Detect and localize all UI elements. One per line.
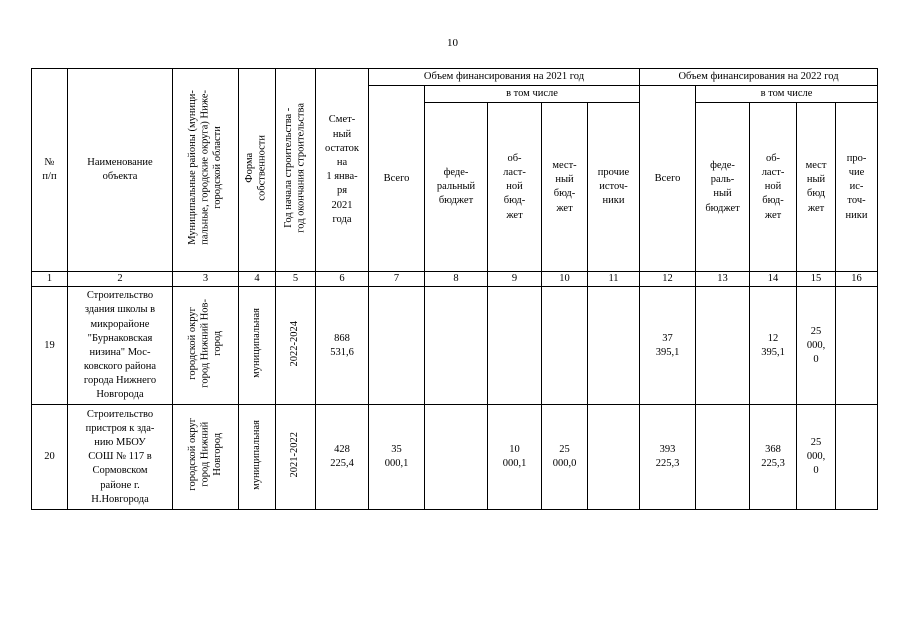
table-row — [32, 405, 878, 510]
header-municipality: Муниципальные районы (муници- пальные, городские округа) Ниже- городской области — [186, 90, 223, 245]
row-other-2022 — [836, 287, 878, 405]
row-total-2021: 35 000,1 — [369, 405, 425, 510]
row-num: 20 — [32, 405, 68, 510]
header-total-2021: Всего — [369, 86, 425, 272]
header-remainder: Смет- ный остаток на 1 янва- ря 2021 года — [316, 69, 369, 272]
row-years-cell — [276, 405, 316, 510]
financing-table — [31, 68, 878, 510]
column-number: 12 — [640, 272, 696, 287]
header-local-2022: мест ный бюд жет — [797, 103, 836, 272]
row-years: 2021-2022 — [289, 432, 301, 478]
column-number: 1 — [32, 272, 68, 287]
row-total-2022: 393 225,3 — [640, 405, 696, 510]
header-group-2022: Объем финансирования на 2022 год — [640, 69, 878, 86]
column-number: 10 — [542, 272, 588, 287]
column-number-row — [32, 272, 878, 287]
row-other-2022 — [836, 405, 878, 510]
header-row-1 — [32, 69, 878, 86]
row-municipality: городской округ город Нижний Нов- город — [186, 298, 223, 388]
column-number: 13 — [696, 272, 750, 287]
header-group-2021: Объем финансирования на 2021 год — [369, 69, 640, 86]
header-ownership-cell — [239, 69, 276, 272]
row-total-2021 — [369, 287, 425, 405]
row-ownership-cell — [239, 287, 276, 405]
header-federal-2022: феде- раль- ный бюджет — [696, 103, 750, 272]
row-federal-2022 — [696, 405, 750, 510]
row-remainder: 428 225,4 — [316, 405, 369, 510]
row-local-2021 — [542, 287, 588, 405]
row-federal-2021 — [425, 287, 488, 405]
column-number: 7 — [369, 272, 425, 287]
row-federal-2022 — [696, 287, 750, 405]
header-other-2022: про- чие ис- точ- ники — [836, 103, 878, 272]
header-federal-2021: феде- ральный бюджет — [425, 103, 488, 272]
header-incl-2022: в том числе — [696, 86, 878, 103]
row-regional-2022: 368 225,3 — [750, 405, 797, 510]
page-number: 10 — [447, 37, 458, 49]
row-regional-2021: 10 000,1 — [488, 405, 542, 510]
column-number: 2 — [68, 272, 173, 287]
row-regional-2022: 12 395,1 — [750, 287, 797, 405]
header-local-2021: мест- ный бюд- жет — [542, 103, 588, 272]
row-total-2022: 37 395,1 — [640, 287, 696, 405]
row-name: Строительство пристроя к зда- нию МБОУ СОШ № 117 в Сормовском районе г. Н.Новгорода — [68, 405, 173, 510]
header-num: № п/п — [32, 69, 68, 272]
column-number: 3 — [173, 272, 239, 287]
header-incl-2021: в том числе — [425, 86, 640, 103]
header-ownership: Форма собственности — [244, 134, 268, 201]
header-name: Наименование объекта — [68, 69, 173, 272]
row-local-2021: 25 000,0 — [542, 405, 588, 510]
header-years: Год начала строительства - год окончания строительства — [282, 102, 307, 233]
row-local-2022: 25 000, 0 — [797, 405, 836, 510]
row-federal-2021 — [425, 405, 488, 510]
column-number: 4 — [239, 272, 276, 287]
header-regional-2021: об- ласт- ной бюд- жет — [488, 103, 542, 272]
header-total-2022: Всего — [640, 86, 696, 272]
row-ownership-cell — [239, 405, 276, 510]
row-local-2022: 25 000, 0 — [797, 287, 836, 405]
column-number: 15 — [797, 272, 836, 287]
row-municipality-cell — [173, 405, 239, 510]
column-number: 16 — [836, 272, 878, 287]
row-other-2021 — [588, 405, 640, 510]
column-number: 14 — [750, 272, 797, 287]
row-other-2021 — [588, 287, 640, 405]
row-num: 19 — [32, 287, 68, 405]
row-municipality-cell — [173, 287, 239, 405]
table-row — [32, 287, 878, 405]
column-number: 8 — [425, 272, 488, 287]
row-ownership: муниципальная — [250, 419, 262, 490]
header-municipality-cell — [173, 69, 239, 272]
row-ownership: муниципальная — [250, 308, 262, 379]
header-other-2021: прочие источ- ники — [588, 103, 640, 272]
header-regional-2022: об- ласт- ной бюд- жет — [750, 103, 797, 272]
row-years-cell — [276, 287, 316, 405]
row-name: Строительство здания школы в микрорайоне "Бурнаковская низина" Мос- ковского района города Нижнего Новгорода — [68, 287, 173, 405]
column-number: 5 — [276, 272, 316, 287]
column-number: 9 — [488, 272, 542, 287]
row-years: 2022-2024 — [289, 320, 301, 366]
row-municipality: городской округ город Нижний Новгород — [186, 418, 223, 492]
row-remainder: 868 531,6 — [316, 287, 369, 405]
row-regional-2021 — [488, 287, 542, 405]
header-years-cell — [276, 69, 316, 272]
column-number: 6 — [316, 272, 369, 287]
column-number: 11 — [588, 272, 640, 287]
